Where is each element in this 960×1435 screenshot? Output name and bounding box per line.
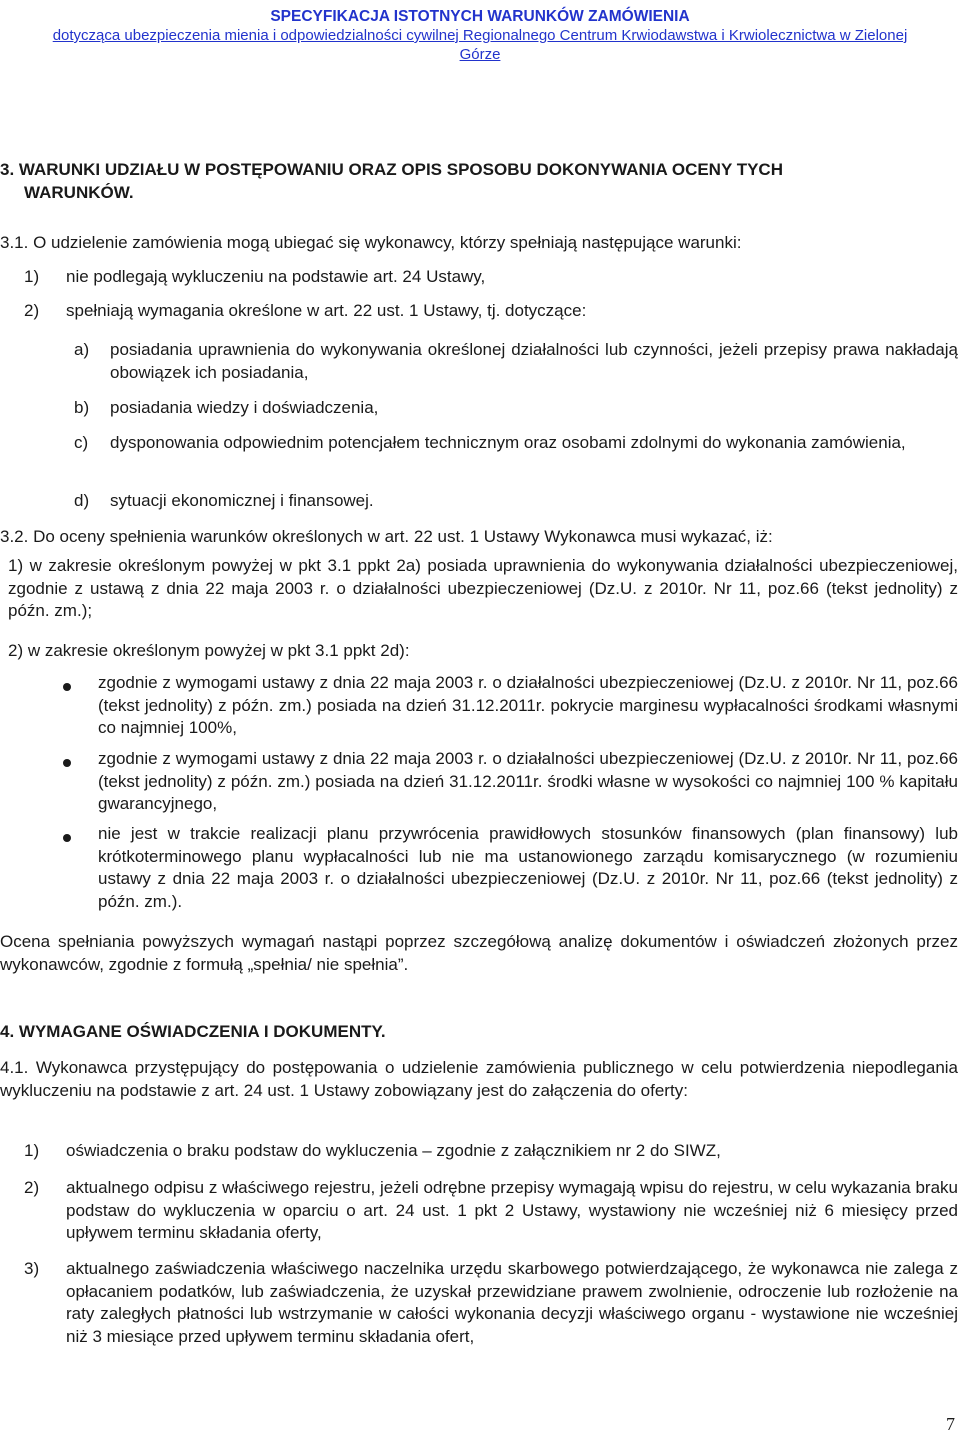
sub-item-a-label: a)	[74, 340, 90, 359]
list-item-1-number: 1)	[24, 267, 40, 286]
paragraph-3-1: 3.1. O udzielenie zamówienia mogą ubiegać się wykonawcy, którzy spełniają następujące warunki:	[0, 233, 742, 252]
page-number: 7	[946, 1414, 955, 1434]
doc-item-2-text: aktualnego odpisu z właściwego rejestru, jeżeli odrębne przepisy wymagają wpisu do rejestru, w celu wykazania braku podstaw do wykluczenia w oparciu o art. 24 ust. 1 pkt 2 Ustawy, wystawiony nie wcześniej niż 6 miesięcy przed upływem terminu składania oferty,	[66, 1178, 958, 1242]
paragraph-3-2: 3.2. Do oceny spełnienia warunków określonych w art. 22 ust. 1 Ustawy Wykonawca musi wykazać, iż:	[0, 527, 773, 546]
sub-item-b-text: posiadania wiedzy i doświadczenia,	[110, 398, 379, 417]
list-item-2-text: spełniają wymagania określone w art. 22 ust. 1 Ustawy, tj. dotyczące:	[66, 301, 587, 320]
section-4-heading: 4. WYMAGANE OŚWIADCZENIA I DOKUMENTY.	[0, 1022, 386, 1041]
paragraph-3-2-item-1: 1) w zakresie określonym powyżej w pkt 3.1 ppkt 2a) posiada uprawnienia do wykonywania działalności ubezpieczeniowej, zgodnie z ustawą z dnia 22 maja 2003 r. o działalności ubezpieczeniowej (Dz.U. z 2010r. Nr 11, poz.66 (tekst jednolity) z późn. zm.);	[8, 556, 958, 620]
sub-item-a-text: posiadania uprawnienia do wykonywania określonej działalności lub czynności, jeżeli przepisy prawa nakładają obowiązek ich posiadania,	[110, 340, 958, 382]
section-3-heading-line-2: WARUNKÓW.	[24, 183, 134, 202]
doc-item-1-number: 1)	[24, 1141, 40, 1160]
paragraph-4-1: 4.1. Wykonawca przystępujący do postępowania o udzielenie zamówienia publicznego w celu potwierdzenia niepodlegania wykluczeniu na podstawie z art. 24 ust. 1 Ustawy zobowiązany jest do załączenia do oferty:	[0, 1058, 958, 1100]
evaluation-paragraph: Ocena spełniania powyższych wymagań nastąpi poprzez szczegółową analizę dokumentów i oświadczeń złożonych przez wykonawców, zgodnie z formułą „spełnia/ nie spełnia”.	[0, 932, 958, 974]
bullet-icon	[63, 683, 71, 691]
doc-item-2-number: 2)	[24, 1178, 40, 1197]
doc-item-3-number: 3)	[24, 1259, 40, 1278]
bullet-item-2: zgodnie z wymogami ustawy z dnia 22 maja 2003 r. o działalności ubezpieczeniowej (Dz.U. z 2010r. Nr 11, poz.66 (tekst jednolity) z późn. zm.) posiada na dzień 31.12.2011r. środki własne w wysokości co najmniej 100 % kapitału gwarancyjnego,	[98, 749, 958, 813]
paragraph-3-2-item-2: 2) w zakresie określonym powyżej w pkt 3.1 ppkt 2d):	[8, 641, 410, 660]
sub-item-d-label: d)	[74, 491, 90, 510]
section-3-heading-line-1: 3. WARUNKI UDZIAŁU W POSTĘPOWANIU ORAZ OPIS SPOSOBU DOKONYWANIA OCENY TYCH	[0, 160, 783, 179]
bullet-item-3: nie jest w trakcie realizacji planu przywrócenia prawidłowych stosunków finansowych (plan finansowy) lub krótkoterminowego planu wypłacalności lub nie ma ustanowionego zarządu komisarycznego (w rozumieniu ustawy z dnia 22 maja 2003 r. o działalności ubezpieczeniowej (Dz.U. z 2010r. Nr 11, poz.66 (tekst jednolity) z późn. zm.).	[98, 824, 958, 911]
header-subtitle-line-2: Górze	[459, 46, 501, 63]
bullet-item-1: zgodnie z wymogami ustawy z dnia 22 maja 2003 r. o działalności ubezpieczeniowej (Dz.U. z 2010r. Nr 11, poz.66 (tekst jednolity) z późn. zm.) posiada na dzień 31.12.2011r. pokrycie marginesu wypłacalności środkami własnymi co najmniej 100%,	[98, 673, 958, 737]
doc-item-3-text: aktualnego zaświadczenia właściwego naczelnika urzędu skarbowego potwierdzającego, że wykonawca nie zalega z opłacaniem podatków, lub zaświadczenia, że uzyskał przewidziane prawem zwolnienie, odroczenie lub rozłożenie na raty zaległych płatności lub wstrzymanie w całości wykonania decyzji właściwego organu - wystawione nie wcześniej niż 3 miesiące przed upływem terminu składania ofert,	[66, 1259, 958, 1346]
bullet-icon	[63, 759, 71, 767]
document-header-title: SPECYFIKACJA ISTOTNYCH WARUNKÓW ZAMÓWIENIA	[270, 8, 690, 25]
sub-item-c-text: dysponowania odpowiednim potencjałem technicznym oraz osobami zdolnymi do wykonania zamówienia,	[110, 433, 906, 452]
document-header-subtitle	[4, 26, 956, 64]
doc-item-1-text: oświadczenia o braku podstaw do wykluczenia – zgodnie z załącznikiem nr 2 do SIWZ,	[66, 1141, 721, 1160]
bullet-icon	[63, 834, 71, 842]
sub-item-b-label: b)	[74, 398, 90, 417]
sub-item-c-label: c)	[74, 433, 89, 452]
sub-item-d-text: sytuacji ekonomicznej i finansowej.	[110, 491, 374, 510]
list-item-1-text: nie podlegają wykluczeniu na podstawie art. 24 Ustawy,	[66, 267, 486, 286]
header-subtitle-line-1: dotycząca ubezpieczenia mienia i odpowiedzialności cywilnej Regionalnego Centrum Krwiodawstwa i Krwiolecznictwa w Zielonej	[52, 27, 908, 44]
list-item-2-number: 2)	[24, 301, 40, 320]
